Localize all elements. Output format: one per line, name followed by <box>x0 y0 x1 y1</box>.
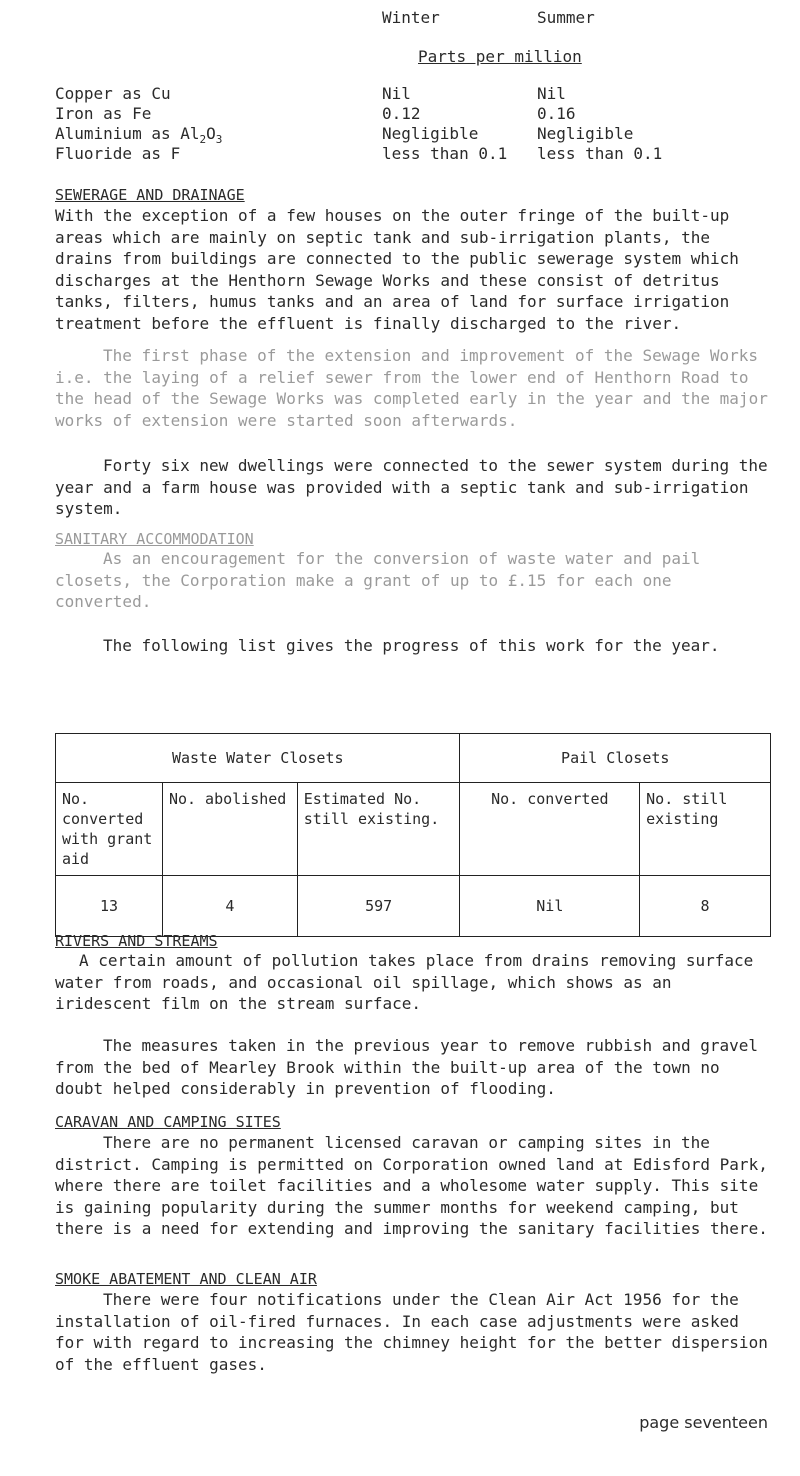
cell-pail-converted: Nil <box>460 876 640 937</box>
group-header-waste-water-closets: Waste Water Closets <box>56 734 460 783</box>
rivers-paragraph-1 <box>55 950 770 1015</box>
metal-row-summer: less than 0.1 <box>537 144 663 163</box>
cell-pail-existing: 8 <box>640 876 771 937</box>
sanitary-heading: SANITARY ACCOMMODATION <box>55 530 254 548</box>
caravan-paragraph-1 <box>55 1132 770 1240</box>
col-summer-header: Summer <box>537 8 595 27</box>
group-header-pail-closets: Pail Closets <box>460 734 771 783</box>
smoke-heading: SMOKE ABATEMENT AND CLEAN AIR <box>55 1270 317 1288</box>
rivers-paragraph-2 <box>55 1035 770 1100</box>
metal-row-label: Fluoride as F <box>55 144 181 163</box>
sewerage-p2-text: The first phase of the extension and improvement of the Sewage Works i.e. the laying of a relief sewer from the lower end of Henthorn Road to the head of the Sewage Works was completed early in the year and the major works of extension were started soon afterwards. <box>55 346 768 430</box>
metal-row-summer: Negligible <box>537 124 634 143</box>
cell-converted-with-grant: 13 <box>56 876 163 937</box>
header-converted-with-grant: No. converted with grant aid <box>56 783 163 876</box>
table-row <box>56 783 771 876</box>
smoke-paragraph-1 <box>55 1289 770 1375</box>
metal-row-winter: less than 0.1 <box>382 144 508 163</box>
rivers-p1-text: A certain amount of pollution takes place from drains removing surface water from roads, and occasional oil spillage, which shows as an iridescent film on the stream surface. <box>55 951 754 1013</box>
col-winter-header: Winter <box>382 8 440 27</box>
sewerage-paragraph-1 <box>55 205 770 334</box>
page-number: page seventeen <box>639 1413 768 1432</box>
sewerage-paragraph-3 <box>55 455 770 520</box>
header-abolished: No. abolished <box>162 783 297 876</box>
metal-label-sub1: 2 <box>199 133 207 147</box>
metal-label-main: Aluminium as Al <box>55 124 200 143</box>
rivers-heading: RIVERS AND STREAMS <box>55 932 218 950</box>
cell-estimated-existing: 597 <box>297 876 460 937</box>
conversion-table <box>55 733 771 937</box>
metal-label-o: O <box>206 124 216 143</box>
unit-header: Parts per million <box>418 47 582 66</box>
caravan-p1-text: There are no permanent licensed caravan or camping sites in the district. Camping is permitted on Corporation owned land at Edisford Park, where there are toilet facilities and a wholesome water supply. This site is gaining popularity during the summer months for weekend camping, but there is a need for extending and improving the sanitary facilities there. <box>55 1133 768 1238</box>
sanitary-paragraph-2 <box>55 635 770 657</box>
smoke-p1-text: There were four notifications under the Clean Air Act 1956 for the installation of oil-fired furnaces. In each case adjustments were asked for with regard to increasing the chimney height for the better dispersion of the effluent gases. <box>55 1290 768 1374</box>
caravan-heading: CARAVAN AND CAMPING SITES <box>55 1113 281 1131</box>
metal-row-winter: 0.12 <box>382 104 421 123</box>
sanitary-p1-text: As an encouragement for the conversion of waste water and pail closets, the Corporation make a grant of up to £.15 for each one converted. <box>55 549 701 611</box>
metal-row-label: Iron as Fe <box>55 104 152 123</box>
sewerage-paragraph-2 <box>55 345 770 431</box>
metal-row-winter: Nil <box>382 84 411 103</box>
table-row <box>56 876 771 937</box>
table-row <box>56 734 771 783</box>
metal-row-summer: Nil <box>537 84 566 103</box>
metal-row-summer: 0.16 <box>537 104 576 123</box>
header-estimated-existing: Estimated No. still existing. <box>297 783 460 876</box>
metal-label-sub2: 3 <box>215 133 223 147</box>
header-pail-converted: No. converted <box>460 783 640 876</box>
sewerage-p3-text: Forty six new dwellings were connected to the sewer system during the year and a farm house was provided with a septic tank and sub-irrigation system. <box>55 456 768 518</box>
cell-abolished: 4 <box>162 876 297 937</box>
sanitary-p2-text: The following list gives the progress of this work for the year. <box>103 636 720 655</box>
rivers-p2-text: The measures taken in the previous year to remove rubbish and gravel from the bed of Mearley Brook within the built-up area of the town no doubt helped considerably in prevention of flooding. <box>55 1036 759 1098</box>
sewerage-heading: SEWERAGE AND DRAINAGE <box>55 186 245 204</box>
metal-row-label <box>55 124 222 146</box>
metal-row-label: Copper as Cu <box>55 84 171 103</box>
sewerage-p1-text: With the exception of a few houses on the outer fringe of the built-up areas which are mainly on septic tank and sub-irrigation plants, the drains from buildings are connected to the public sewerage system which discharges at the Henthorn Sewage Works and these consist of detritus tanks, filters, humus tanks and an area of land for surface irrigation treatment before the effluent is finally discharged to the river. <box>55 206 739 333</box>
header-pail-existing: No. still existing <box>640 783 771 876</box>
sanitary-paragraph-1 <box>55 548 770 613</box>
metal-row-winter: Negligible <box>382 124 479 143</box>
